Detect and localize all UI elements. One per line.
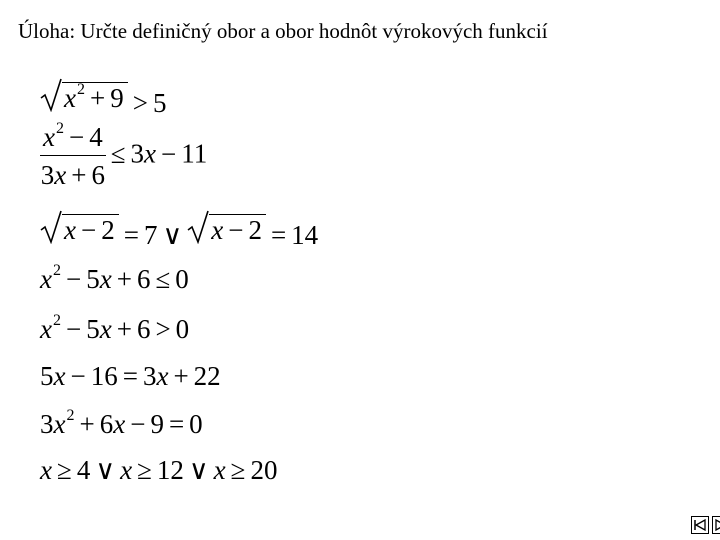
variable: x xyxy=(99,264,112,294)
exponent: 2 xyxy=(55,120,64,137)
relation: ≥ xyxy=(56,455,72,485)
operator: + xyxy=(79,409,95,439)
constant: 2 xyxy=(101,215,115,245)
exponent: 2 xyxy=(52,312,61,329)
radical-sign-icon xyxy=(40,78,62,112)
coefficient: 5 xyxy=(86,264,100,294)
constant: 4 xyxy=(89,122,103,152)
variable: x xyxy=(64,215,76,245)
equation-1 xyxy=(40,78,166,117)
constant: 6 xyxy=(136,264,151,294)
equation-8 xyxy=(40,457,277,484)
coefficient: 3 xyxy=(40,160,55,190)
last-slide-button[interactable] xyxy=(712,516,720,534)
skip-to-start-icon xyxy=(692,517,708,533)
square-root xyxy=(187,210,266,244)
rhs-value: 5 xyxy=(152,88,167,118)
variable: x xyxy=(40,314,52,344)
skip-to-end-icon xyxy=(713,517,720,533)
operator: + xyxy=(173,361,189,391)
constant: 12 xyxy=(156,455,184,485)
rhs-value: 7 xyxy=(143,220,158,250)
variable: x xyxy=(113,409,126,439)
coefficient: 3 xyxy=(130,138,145,169)
operator: + xyxy=(71,160,87,190)
operator: − xyxy=(70,361,86,391)
logical-or: ∨ xyxy=(95,455,116,485)
equation-4 xyxy=(40,262,189,294)
radical-sign-icon xyxy=(40,210,62,244)
operator: − xyxy=(65,264,82,294)
variable: x xyxy=(54,160,67,190)
constant: 16 xyxy=(90,361,118,391)
denominator xyxy=(41,156,105,189)
variable: x xyxy=(213,455,226,485)
exponent: 2 xyxy=(76,81,85,98)
task-title: Úloha: Určte definičný obor a obor hodnôt výrokových funkcií xyxy=(18,19,548,43)
coefficient: 5 xyxy=(86,314,100,344)
variable: x xyxy=(43,122,55,152)
relation: ≤ xyxy=(155,264,171,294)
operator: − xyxy=(65,314,82,344)
exponent: 2 xyxy=(66,407,75,424)
operator: + xyxy=(116,264,132,294)
operator: − xyxy=(68,122,85,152)
square-root xyxy=(40,210,119,244)
coefficient: 3 xyxy=(40,409,54,439)
radical-sign-icon xyxy=(187,210,209,244)
relation: = xyxy=(270,220,287,250)
variable: x xyxy=(53,361,66,391)
numerator xyxy=(40,120,106,156)
relation: = xyxy=(122,361,138,391)
equation-5 xyxy=(40,312,190,344)
constant: 4 xyxy=(76,455,91,485)
fraction xyxy=(40,120,106,190)
constant: 6 xyxy=(136,314,151,344)
coefficient: 6 xyxy=(99,409,114,439)
square-root xyxy=(40,78,128,112)
constant: 6 xyxy=(91,160,105,190)
variable: x xyxy=(99,314,112,344)
relation: > xyxy=(132,88,148,118)
relation: = xyxy=(168,409,185,439)
variable: x xyxy=(53,409,66,439)
constant: 11 xyxy=(181,138,208,169)
equation-3 xyxy=(40,210,318,249)
coefficient: 3 xyxy=(142,361,157,391)
relation: ≥ xyxy=(137,455,152,485)
first-slide-button[interactable] xyxy=(691,516,709,534)
constant: 22 xyxy=(193,361,221,391)
rhs-value: 0 xyxy=(189,409,203,439)
variable: x xyxy=(211,215,224,245)
variable: x xyxy=(40,455,52,485)
rhs-value: 0 xyxy=(175,314,190,344)
logical-or: ∨ xyxy=(188,455,209,485)
logical-or: ∨ xyxy=(162,220,183,250)
relation: ≥ xyxy=(230,455,246,485)
operator: − xyxy=(228,215,244,245)
variable: x xyxy=(144,138,157,169)
rhs-value: 0 xyxy=(175,264,189,294)
constant: 20 xyxy=(250,455,278,485)
relation: = xyxy=(123,220,139,250)
equation-2 xyxy=(40,120,208,190)
relation: > xyxy=(155,314,171,344)
constant: 9 xyxy=(150,409,164,439)
constant: 2 xyxy=(248,215,262,245)
operator: + xyxy=(89,83,106,113)
variable: x xyxy=(40,264,52,294)
equation-6 xyxy=(40,363,221,390)
operator: − xyxy=(80,215,97,245)
equation-7 xyxy=(40,407,203,439)
operator: + xyxy=(116,314,132,344)
constant: 9 xyxy=(110,83,124,113)
operator: − xyxy=(161,138,177,169)
operator: − xyxy=(130,409,146,439)
relation: ≤ xyxy=(110,138,126,169)
variable: x xyxy=(156,361,169,391)
coefficient: 5 xyxy=(40,361,54,391)
rhs-value: 14 xyxy=(291,220,319,250)
exponent: 2 xyxy=(52,262,61,279)
variable: x xyxy=(64,83,76,113)
variable: x xyxy=(120,455,133,485)
